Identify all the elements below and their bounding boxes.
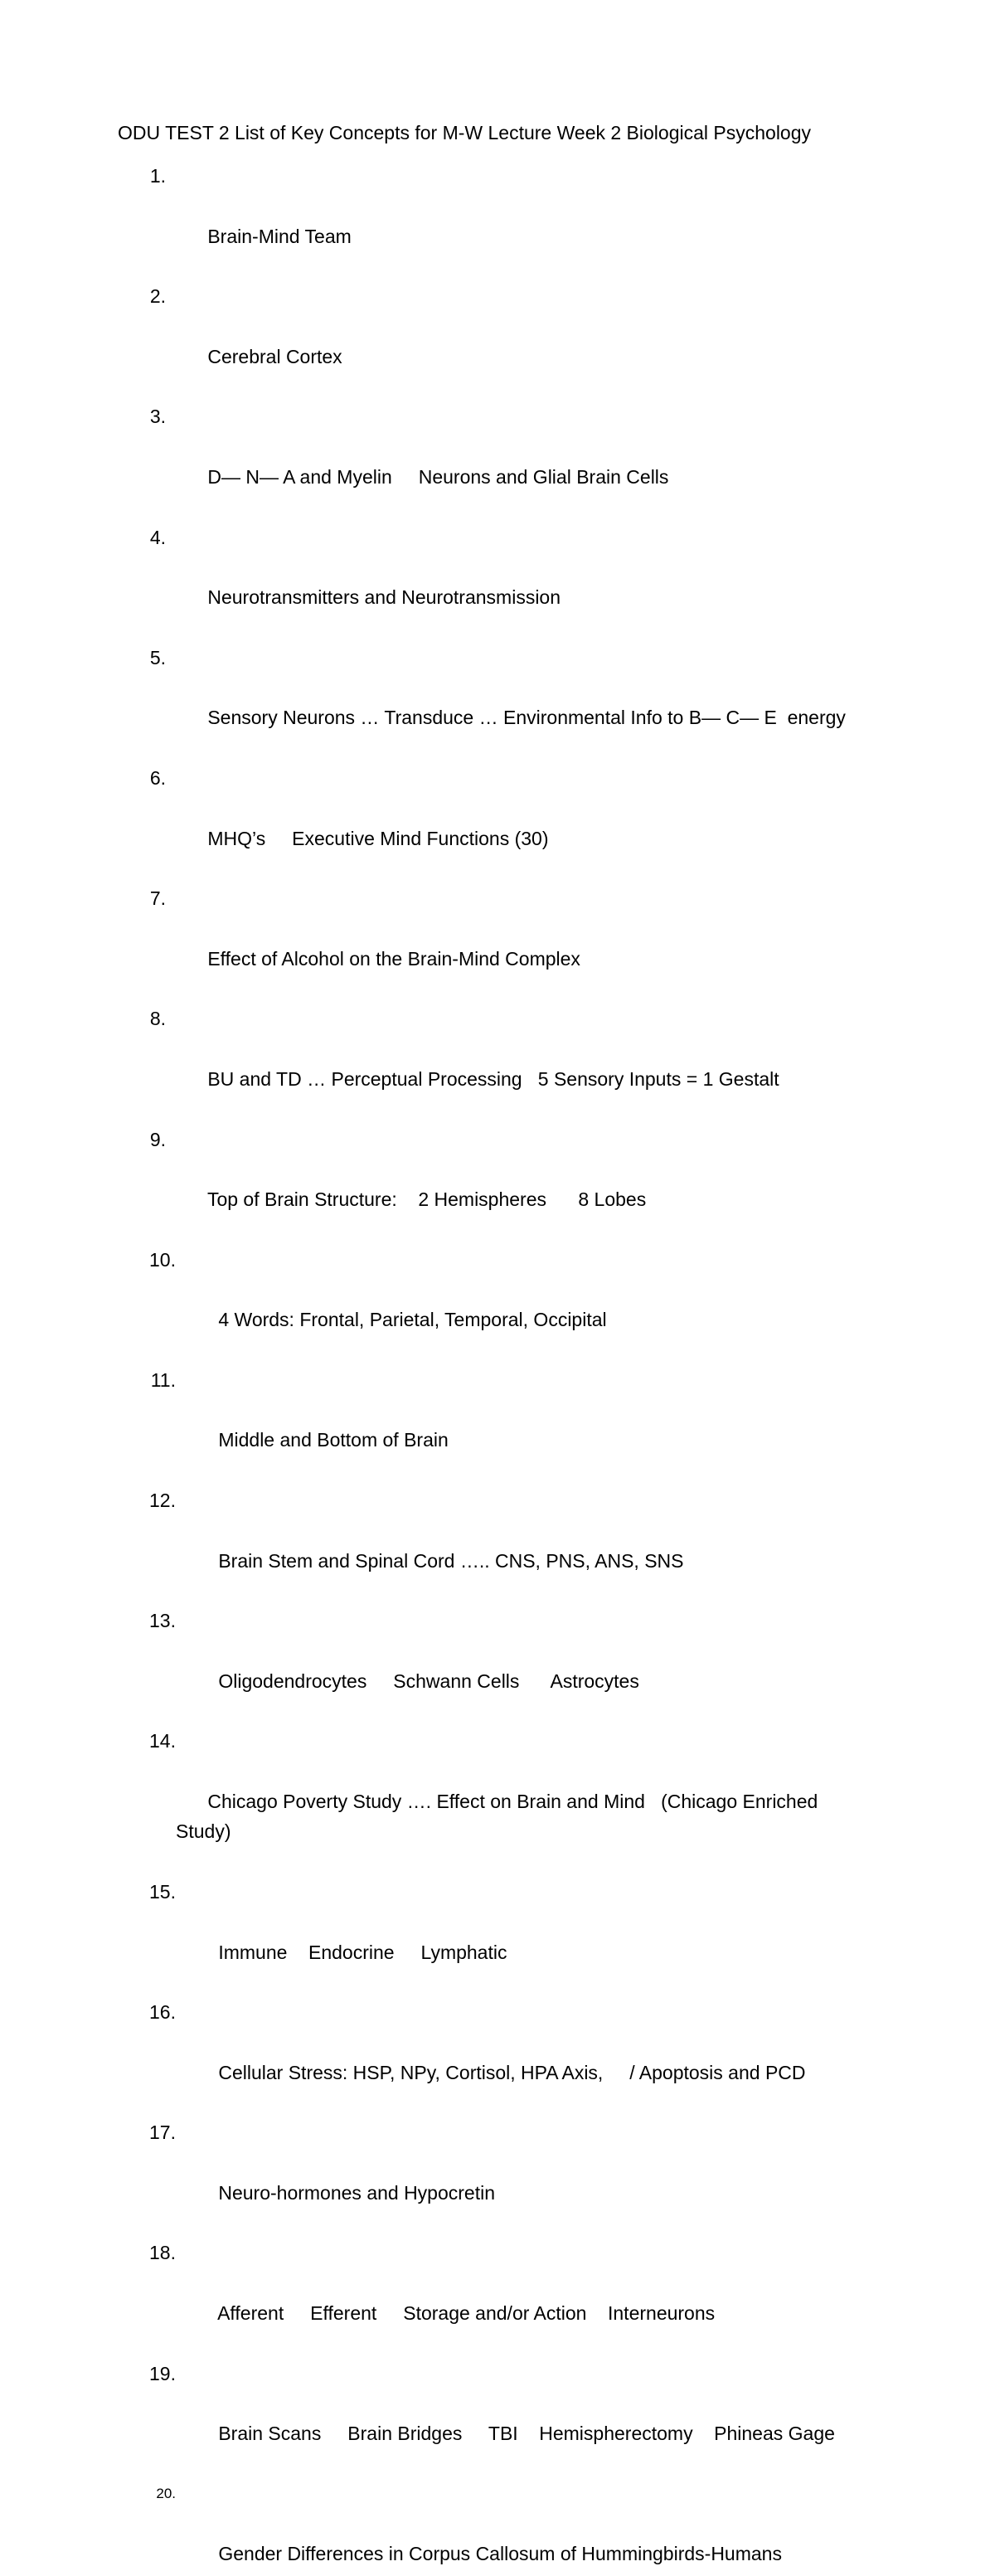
- item-text: Chicago Poverty Study …. Effect on Brain and Mind (Chicago Enriched Study): [176, 1791, 823, 1843]
- item-number: 2.: [149, 285, 166, 308]
- item-number: 16.: [149, 2001, 176, 2024]
- item-number: 9.: [149, 1128, 166, 1150]
- item-text: Immune Endocrine Lymphatic: [218, 1941, 507, 1963]
- item-text: Brain Stem and Spinal Cord ….. CNS, PNS, ANS, SNS: [218, 1549, 684, 1572]
- item-text: Gender Differences in Corpus Callosum of Hummingbirds-Humans: [218, 2543, 782, 2565]
- item-text: D— N— A and Myelin Neurons and Glial Brain Cells: [207, 465, 669, 488]
- list-item: [0, 1125, 912, 1245]
- list-item: [0, 1365, 912, 1485]
- item-number: 1.: [149, 165, 166, 187]
- list-item: [0, 161, 912, 281]
- list-item: [0, 1997, 912, 2117]
- item-text: Sensory Neurons … Transduce … Environmental Info to B— C— E energy: [207, 707, 846, 729]
- list-item: [149, 1726, 831, 1876]
- list-item: [0, 643, 912, 763]
- item-number: 13.: [149, 1610, 176, 1632]
- item-text: Oligodendrocytes Schwann Cells Astrocytes: [218, 1670, 639, 1692]
- item-number: 20.: [156, 2485, 176, 2501]
- item-number: 14.: [149, 1730, 176, 1752]
- list-item: [0, 1877, 912, 1997]
- item-text: Cellular Stress: HSP, NPy, Cortisol, HPA Axis, / Apoptosis and PCD: [218, 2061, 806, 2083]
- item-number: 19.: [149, 2362, 176, 2384]
- list-item: [0, 2359, 912, 2479]
- item-number: 11.: [150, 1368, 176, 1391]
- list-item: [0, 281, 912, 401]
- list-item: [0, 1606, 912, 1726]
- item-text: 4 Words: Frontal, Parietal, Temporal, Occipital: [218, 1309, 607, 1331]
- item-number: 15.: [149, 1880, 176, 1903]
- item-number: 12.: [149, 1490, 176, 1512]
- key-concepts-list: [0, 161, 912, 2576]
- item-text: Neuro-hormones and Hypocretin: [218, 2181, 496, 2204]
- item-number: 8.: [149, 1008, 166, 1030]
- document-title: ODU TEST 2 List of Key Concepts for M-W Lecture Week 2 Biological Psychology: [118, 122, 812, 143]
- item-text: Cerebral Cortex: [207, 345, 342, 367]
- list-item: [0, 2238, 912, 2358]
- item-text: Neurotransmitters and Neurotransmission: [207, 586, 561, 609]
- item-number: 7.: [149, 887, 166, 910]
- item-text: Brain Scans Brain Bridges TBI Hemispherectomy Phineas Gage: [218, 2423, 835, 2445]
- list-item: [0, 1485, 912, 1606]
- item-text: Afferent Efferent Storage and/or Action Interneurons: [217, 2302, 716, 2325]
- item-number: 3.: [149, 406, 166, 428]
- item-text: Effect of Alcohol on the Brain-Mind Complex: [207, 947, 580, 970]
- list-item: [0, 1245, 912, 1365]
- list-item: [0, 2479, 912, 2576]
- list-item: [0, 522, 912, 643]
- list-item: [0, 883, 912, 1004]
- list-item: [0, 2117, 912, 2238]
- item-text: Top of Brain Structure: 2 Hemispheres 8 Lobes: [206, 1188, 647, 1211]
- item-number: 18.: [149, 2242, 176, 2264]
- item-number: 6.: [149, 766, 166, 789]
- item-number: 17.: [149, 2122, 176, 2144]
- list-item: [0, 401, 912, 522]
- list-item: [0, 763, 912, 883]
- item-text: Middle and Bottom of Brain: [218, 1429, 449, 1451]
- item-number: 4.: [149, 526, 166, 548]
- item-text: MHQ’s Executive Mind Functions (30): [207, 827, 549, 849]
- item-text: BU and TD … Perceptual Processing 5 Sensory Inputs = 1 Gestalt: [207, 1067, 779, 1090]
- list-item: [0, 1004, 912, 1124]
- item-number: 5.: [149, 646, 166, 668]
- item-text: Brain-Mind Team: [207, 225, 352, 247]
- item-number: 10.: [149, 1248, 176, 1271]
